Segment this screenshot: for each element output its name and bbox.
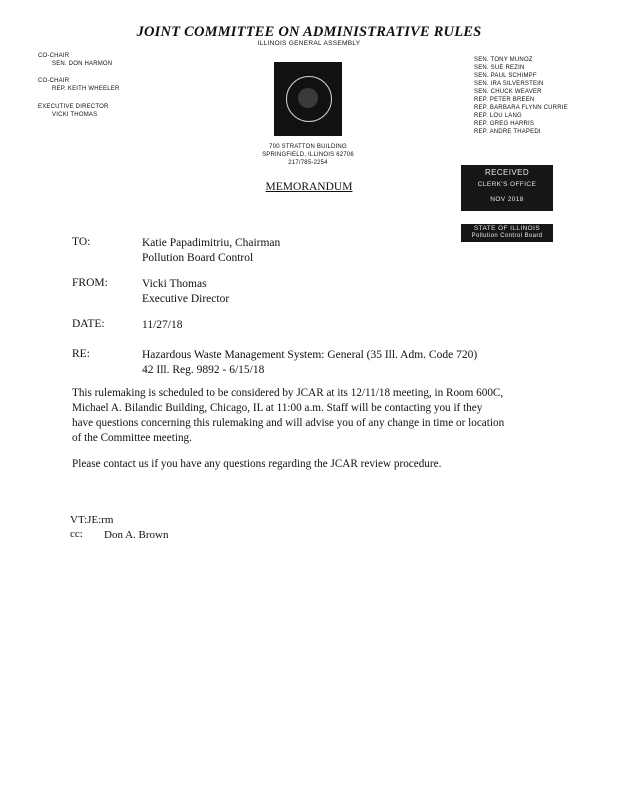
co-chair-block-2 xyxy=(38,77,120,93)
from-title: Executive Director xyxy=(142,293,230,305)
member-name: SEN. IRA SILVERSTEIN xyxy=(474,81,544,87)
address-block xyxy=(240,143,376,167)
committee-subtitle: ILLINOIS GENERAL ASSEMBLY xyxy=(257,40,361,47)
cc-value: Don A. Brown xyxy=(104,529,169,541)
from-label: FROM: xyxy=(72,277,108,289)
co-chair-name: REP. KEITH WHEELER xyxy=(52,86,120,92)
to-value xyxy=(142,236,280,266)
address-line: 217/785-2254 xyxy=(288,160,328,166)
address-line: SPRINGFIELD, ILLINOIS 62706 xyxy=(262,152,354,158)
date-value: 11/27/18 xyxy=(142,319,183,331)
member-name: REP. BARBARA FLYNN CURRIE xyxy=(474,105,568,111)
re-label: RE: xyxy=(72,348,90,360)
to-label: TO: xyxy=(72,236,91,248)
from-sender: Vicki Thomas xyxy=(142,278,207,290)
co-chair-label: CO-CHAIR xyxy=(38,53,70,59)
committee-title: JOINT COMMITTEE ON ADMINISTRATIVE RULES xyxy=(136,24,482,40)
executive-director-label: EXECUTIVE DIRECTOR xyxy=(38,104,109,110)
executive-director-block xyxy=(38,103,109,119)
cc-label: cc: xyxy=(70,528,83,540)
body-line: of the Committee meeting. xyxy=(72,432,192,444)
to-recipient: Katie Papadimitriu, Chairman xyxy=(142,237,281,249)
body-line: Please contact us if you have any questions regarding the JCAR review procedure. xyxy=(72,458,442,470)
co-chair-label: CO-CHAIR xyxy=(38,78,70,84)
member-name: SEN. CHUCK WEAVER xyxy=(474,89,542,95)
stamp-board: Pollution Control Board xyxy=(471,233,543,239)
body-paragraph-1 xyxy=(72,386,552,446)
member-name: REP. GREG HARRIS xyxy=(474,121,535,127)
from-value xyxy=(142,277,229,307)
address-line: 700 STRATTON BUILDING xyxy=(269,144,347,150)
stamp-clerks-office: CLERK'S OFFICE xyxy=(477,181,537,188)
stamp-received: RECEIVED xyxy=(484,168,530,177)
state-seal-icon xyxy=(274,62,342,136)
body-line: have questions concerning this rulemaking and will advise you of any change in time or location xyxy=(72,417,505,429)
member-name: REP. PETER BREEN xyxy=(474,97,535,103)
executive-director-name: VICKI THOMAS xyxy=(52,112,98,118)
re-citation: 42 Ill. Reg. 9892 - 6/15/18 xyxy=(142,364,265,376)
initials: VT:JE:rm xyxy=(70,514,114,526)
body-line: This rulemaking is scheduled to be considered by JCAR at its 12/11/18 meeting, in Room 600C, xyxy=(72,387,504,399)
member-name: SEN. SUE REZIN xyxy=(474,65,525,71)
body-paragraph-2 xyxy=(72,457,552,472)
to-organization: Pollution Board Control xyxy=(142,252,254,264)
body-line: Michael A. Bilandic Building, Chicago, IL at 11:00 a.m. Staff will be contacting you if they xyxy=(72,402,483,414)
stamp-state: STATE OF ILLINOIS xyxy=(473,225,541,232)
co-chair-block-1 xyxy=(38,52,112,68)
date-label: DATE: xyxy=(72,318,105,330)
member-name: REP. ANDRE THAPEDI xyxy=(474,129,541,135)
stamp-date: NOV 2018 xyxy=(490,196,524,203)
member-name: SEN. TONY MUNOZ xyxy=(474,57,533,63)
co-chair-name: SEN. DON HARMON xyxy=(52,61,113,67)
members-list xyxy=(474,56,568,136)
re-subject: Hazardous Waste Management System: General (35 Ill. Adm. Code 720) xyxy=(142,349,478,361)
state-stamp xyxy=(461,224,553,242)
member-name: REP. LOU LANG xyxy=(474,113,522,119)
re-value xyxy=(142,348,477,378)
member-name: SEN. PAUL SCHIMPF xyxy=(474,73,537,79)
memorandum-heading: MEMORANDUM xyxy=(265,181,353,193)
